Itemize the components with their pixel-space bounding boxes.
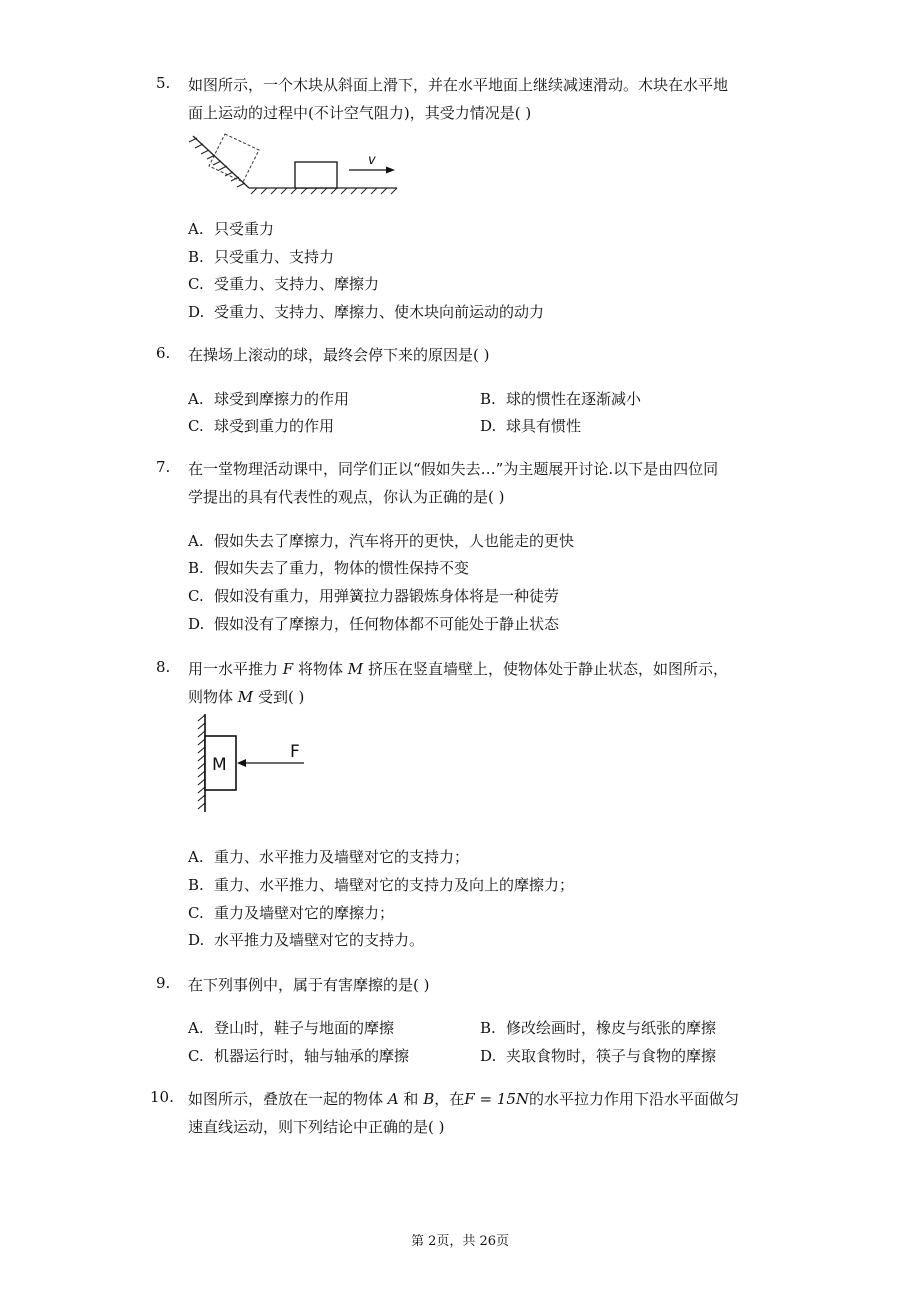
q8-var-m2: M: [237, 688, 254, 706]
question-7-option-d[interactable]: [188, 613, 559, 634]
question-9-option-c[interactable]: [188, 1045, 409, 1066]
question-6-option-a[interactable]: [188, 388, 349, 409]
question-6-number: 6.: [156, 344, 171, 362]
page-footer: 第 2页，共 26页: [410, 1234, 510, 1249]
question-8-option-a[interactable]: [188, 846, 469, 867]
block-m-label: M: [212, 755, 227, 775]
q10-text-a: 如图所示，叠放在一起的物体: [188, 1090, 384, 1108]
question-5-option-a[interactable]: [188, 218, 274, 239]
option-text: 夹取食物时，筷子与食物的摩擦: [506, 1047, 717, 1065]
q8-text-b: 将物体: [298, 660, 344, 678]
question-10-number: 10.: [150, 1088, 174, 1106]
question-5-option-d[interactable]: [188, 301, 544, 322]
option-label: C.: [188, 904, 204, 922]
option-label: D.: [188, 303, 205, 321]
question-5-option-c[interactable]: [188, 273, 379, 294]
question-6-text-line-1: 在操场上滚动的球，最终会停下来的原因是( ): [188, 346, 490, 364]
option-text: 球受到重力的作用: [214, 417, 335, 435]
question-8-text-line-2: [188, 686, 304, 707]
q8-text-a: 用一水平推力: [188, 660, 279, 678]
question-9-text-line-1: 在下列事例中，属于有害摩擦的是( ): [188, 976, 430, 994]
question-5-text-line-1: 如图所示，一个木块从斜面上滑下，并在水平地面上继续减速滑动。木块在水平地: [188, 76, 729, 94]
option-label: B.: [188, 876, 204, 894]
velocity-label: v: [368, 153, 376, 168]
option-label: D.: [480, 1047, 497, 1065]
question-7-option-a[interactable]: [188, 530, 574, 551]
question-10-text-line-1: [188, 1088, 739, 1109]
question-8-option-c[interactable]: [188, 902, 394, 923]
option-text: 水平推力及墙壁对它的支持力。: [214, 931, 425, 949]
option-text: 登山时，鞋子与地面的摩擦: [214, 1019, 395, 1037]
question-9-number: 9.: [156, 974, 171, 992]
q8-var-m: M: [347, 660, 364, 678]
q10-formula: F = 15N: [464, 1090, 529, 1108]
question-7-text-line-1: 在一堂物理活动课中，同学们正以“假如失去…”为主题展开讨论.以下是由四位同: [188, 460, 719, 478]
option-text: 球的惯性在逐渐减小: [506, 390, 642, 408]
q10-text-c: ，在: [434, 1090, 465, 1108]
option-text: 假如没有重力，用弹簧拉力器锻炼身体将是一种徒劳: [214, 587, 560, 605]
question-5-number: 5.: [156, 74, 171, 92]
option-label: B.: [480, 1019, 496, 1037]
option-text: 假如失去了重力，物体的惯性保持不变: [214, 559, 470, 577]
option-label: A.: [188, 390, 204, 408]
option-text: 受重力、支持力、摩擦力: [214, 275, 380, 293]
q8-text-c: 挤压在竖直墙壁上，使物体处于静止状态，如图所示，: [367, 660, 728, 678]
q8-var-f: F: [282, 660, 294, 678]
q10-var-a: A: [387, 1090, 399, 1108]
question-5-text-line-2: 面上运动的过程中(不计空气阻力)，其受力情况是( ): [188, 104, 532, 122]
option-label: B.: [188, 559, 204, 577]
option-label: A.: [188, 1019, 204, 1037]
q10-var-b: B: [423, 1090, 435, 1108]
question-6-option-c[interactable]: [188, 415, 334, 436]
q10-text-d: 的水平拉力作用下沿水平面做匀: [529, 1090, 740, 1108]
question-7-text-line-2: 学提出的具有代表性的观点，你认为正确的是( ): [188, 488, 505, 506]
option-label: B.: [188, 248, 204, 266]
option-text: 重力、水平推力及墙壁对它的支持力；: [214, 848, 470, 866]
option-text: 假如没有了摩擦力，任何物体都不可能处于静止状态: [214, 615, 560, 633]
option-label: D.: [188, 931, 205, 949]
option-label: B.: [480, 390, 496, 408]
question-8-text-line-1: [188, 658, 728, 679]
option-label: C.: [188, 587, 204, 605]
question-9-option-b[interactable]: [480, 1017, 716, 1038]
question-6-option-b[interactable]: [480, 388, 641, 409]
option-text: 只受重力: [214, 220, 275, 238]
question-8-option-b[interactable]: [188, 874, 574, 895]
question-9-option-a[interactable]: [188, 1017, 394, 1038]
option-label: A.: [188, 532, 204, 550]
question-6-option-d[interactable]: [480, 415, 581, 436]
option-text: 机器运行时，轴与轴承的摩擦: [214, 1047, 410, 1065]
option-label: C.: [188, 417, 204, 435]
option-label: A.: [188, 220, 204, 238]
option-text: 重力及墙壁对它的摩擦力；: [214, 904, 395, 922]
question-7-option-c[interactable]: [188, 585, 559, 606]
question-8-option-d[interactable]: [188, 929, 424, 950]
option-text: 重力、水平推力、墙壁对它的支持力及向上的摩擦力；: [214, 876, 575, 894]
q8-text-e: 受到( ): [257, 688, 305, 706]
question-8-figure-wall: [180, 712, 310, 816]
option-label: A.: [188, 848, 204, 866]
option-text: 受重力、支持力、摩擦力、使木块向前运动的动力: [214, 303, 545, 321]
q10-text-b: 和: [403, 1090, 419, 1108]
force-f-label: F: [290, 742, 300, 762]
question-9-option-d[interactable]: [480, 1045, 716, 1066]
option-text: 球具有惯性: [506, 417, 582, 435]
option-label: D.: [188, 615, 205, 633]
option-text: 修改绘画时，橡皮与纸张的摩擦: [506, 1019, 717, 1037]
q8-text-d: 则物体: [188, 688, 234, 706]
option-text: 只受重力、支持力: [214, 248, 335, 266]
option-text: 球受到摩擦力的作用: [214, 390, 350, 408]
option-label: C.: [188, 1047, 204, 1065]
question-5-figure-incline: [185, 132, 400, 198]
option-text: 假如失去了摩擦力，汽车将开的更快，人也能走的更快: [214, 532, 575, 550]
option-label: C.: [188, 275, 204, 293]
question-10-text-line-2: 速直线运动，则下列结论中正确的是( ): [188, 1118, 445, 1136]
question-7-option-b[interactable]: [188, 557, 469, 578]
question-8-number: 8.: [156, 658, 171, 676]
question-5-option-b[interactable]: [188, 246, 334, 267]
option-label: D.: [480, 417, 497, 435]
question-7-number: 7.: [156, 458, 171, 476]
